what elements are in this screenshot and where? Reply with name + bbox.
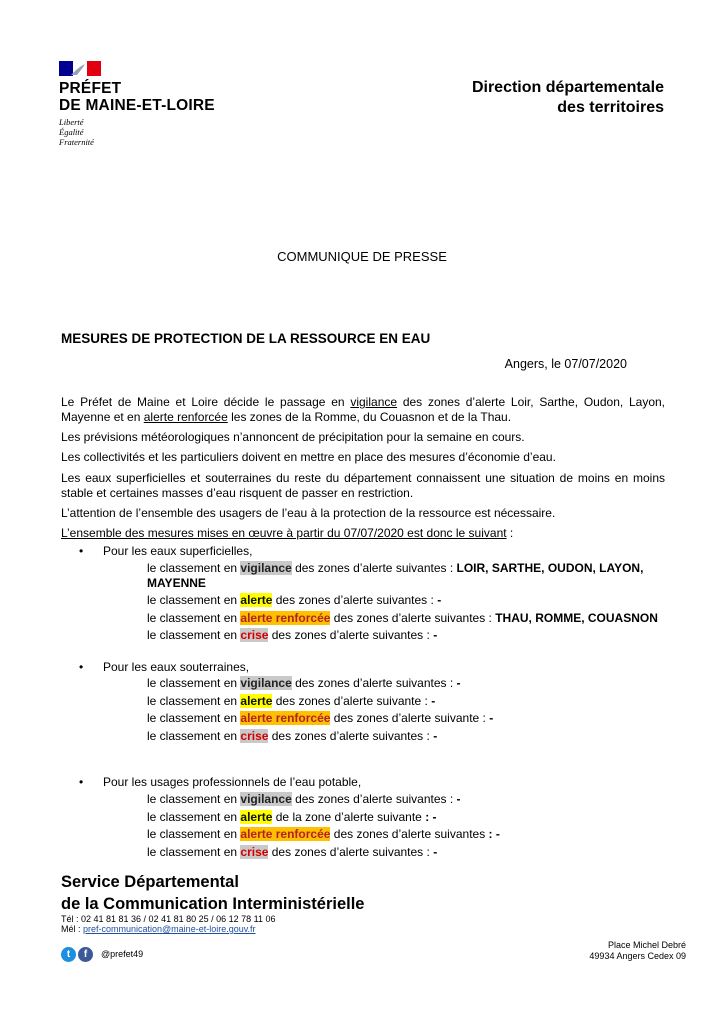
direction-title	[472, 78, 664, 118]
row-suffix: des zones d’alerte suivantes :	[268, 628, 434, 642]
address	[589, 940, 686, 962]
row-value: LOIR, SARTHE, OUDON, LAYON,	[456, 561, 644, 575]
row-prefix: le classement en	[147, 845, 241, 859]
level-alerte: alerte	[240, 810, 273, 824]
row-suffix: des zones d’alerte suivantes :	[291, 561, 457, 575]
row-value: -	[433, 845, 438, 859]
level-renforcee: alerte renforcée	[240, 827, 331, 841]
level-renforcee: alerte renforcée	[240, 611, 331, 625]
bullet: •	[79, 775, 84, 789]
mail-link[interactable]: pref-communication@maine-et-loire.gouv.fr	[83, 924, 256, 934]
row-suffix: des zones d’alerte suivantes :	[268, 729, 434, 743]
level-crise: crise	[240, 845, 269, 859]
row-suffix: des zones d’alerte suivantes :	[272, 593, 438, 607]
row-value: -	[456, 676, 461, 690]
row-prefix: le classement en	[147, 694, 241, 708]
row-value: -	[431, 694, 436, 708]
level-crise: crise	[240, 628, 269, 642]
intro-paragraph	[61, 395, 665, 425]
measure-row	[147, 792, 461, 807]
devise-egalite: Égalité	[59, 127, 84, 137]
section-label: Pour les eaux superficielles,	[103, 544, 253, 558]
prefet-logo-text	[59, 80, 215, 114]
row-prefix: le classement en	[147, 711, 241, 725]
devise	[59, 117, 94, 147]
measures-intro-colon: :	[506, 526, 514, 540]
paragraph: Les prévisions météorologiques n’annoncent de précipitation pour la semaine en cours.	[61, 430, 525, 444]
facebook-icon[interactable]: f	[78, 947, 93, 962]
paragraph: L’attention de l’ensemble des usagers de l’eau à la protection de la ressource est nécessaire.	[61, 506, 556, 520]
row-prefix: le classement en	[147, 810, 241, 824]
measure-row	[147, 561, 643, 591]
section-label: Pour les usages professionnels de l’eau potable,	[103, 775, 362, 789]
measures-intro-text: L’ensemble des mesures mises en œuvre à partir du 07/07/2020 est donc le suivant	[61, 526, 507, 540]
level-alerte: alerte	[240, 593, 273, 607]
paragraph: Les collectivités et les particuliers doivent en mettre en place des mesures d’économie d’eau.	[61, 450, 556, 464]
row-suffix: de la zone d’alerte suivante	[272, 810, 426, 824]
row-suffix: des zones d’alerte suivante :	[330, 711, 490, 725]
level-crise: crise	[240, 729, 269, 743]
row-suffix: des zones d’alerte suivante :	[272, 694, 432, 708]
row-prefix: le classement en	[147, 628, 241, 642]
contact-block	[61, 914, 276, 934]
direction-line1: Direction départementale	[471, 79, 664, 96]
row-prefix: le classement en	[147, 827, 241, 841]
row-value: : -	[488, 827, 500, 841]
level-renforcee: alerte renforcée	[240, 711, 331, 725]
row-suffix: des zones d’alerte suivantes :	[291, 792, 457, 806]
row-prefix: le classement en	[147, 676, 241, 690]
row-value: MAYENNE	[147, 576, 206, 590]
service-title	[61, 871, 365, 915]
row-prefix: le classement en	[147, 729, 241, 743]
address-line1: Place Michel Debré	[607, 940, 686, 950]
social-handle: @prefet49	[101, 949, 144, 959]
devise-fraternite: Fraternité	[59, 137, 94, 147]
intro-text: les zones de la Romme, du Couasnon et de la Thau.	[227, 410, 512, 424]
row-value: -	[489, 711, 494, 725]
level-alerte: alerte	[240, 694, 273, 708]
mail-line	[61, 924, 276, 934]
mail-label: Mél :	[61, 924, 84, 934]
logo-line2: DE MAINE-ET-LOIRE	[59, 97, 215, 114]
bullet: •	[79, 544, 84, 558]
row-prefix: le classement en	[147, 611, 241, 625]
address-line2: 49934 Angers Cedex 09	[589, 951, 686, 961]
measure-row	[147, 611, 658, 626]
social-links	[61, 946, 143, 962]
measure-row	[147, 593, 441, 608]
row-prefix: le classement en	[147, 561, 241, 575]
direction-line2: des territoires	[557, 99, 664, 116]
twitter-icon[interactable]: t	[61, 947, 76, 962]
level-vigilance: vigilance	[240, 561, 292, 575]
intro-text: des zones d’alerte Loir, Sarthe, Oudon, Layon, Mayenne et en	[61, 395, 666, 424]
measure-row	[147, 711, 493, 726]
row-value: -	[456, 792, 461, 806]
measure-row	[147, 810, 437, 825]
row-value: : -	[425, 810, 437, 824]
level-vigilance: vigilance	[240, 792, 292, 806]
measure-row	[147, 676, 461, 691]
row-suffix: des zones d’alerte suivantes :	[268, 845, 434, 859]
row-suffix: des zones d’alerte suivantes	[330, 827, 489, 841]
date-line: Angers, le 07/07/2020	[504, 357, 627, 371]
intro-vigilance: vigilance	[350, 395, 398, 409]
intro-renforcee: alerte renforcée	[143, 410, 228, 424]
measure-row	[147, 845, 437, 860]
row-value: -	[433, 628, 438, 642]
row-prefix: le classement en	[147, 792, 241, 806]
measure-row	[147, 694, 435, 709]
marianne-flag-logo	[59, 61, 101, 76]
communique-title: COMMUNIQUE DE PRESSE	[277, 249, 447, 264]
measure-row	[147, 827, 500, 842]
section-label: Pour les eaux souterraines,	[103, 660, 250, 674]
service-line1: Service Départemental	[61, 873, 239, 891]
intro-text: Le Préfet de Maine et Loire décide le passage en	[61, 395, 351, 409]
row-value: THAU, ROMME, COUASNON	[495, 611, 658, 625]
subject-heading: MESURES DE PROTECTION DE LA RESSOURCE EN EAU	[61, 331, 431, 346]
row-value: -	[433, 729, 438, 743]
paragraph: Les eaux superficielles et souterraines du reste du département connaissent une situation de moins en moins stable et certaines masses d’eau risquent de passer en restriction.	[61, 471, 665, 500]
bullet: •	[79, 660, 84, 674]
measure-row	[147, 729, 437, 744]
phone-line: Tél : 02 41 81 81 36 / 02 41 81 80 25 / 06 12 78 11 06	[61, 914, 276, 924]
row-suffix: des zones d’alerte suivantes :	[291, 676, 457, 690]
measure-row	[147, 628, 437, 643]
level-vigilance: vigilance	[240, 676, 292, 690]
row-prefix: le classement en	[147, 593, 241, 607]
measures-intro	[61, 526, 665, 541]
row-suffix: des zones d’alerte suivantes :	[330, 611, 496, 625]
service-line2: de la Communication Interministérielle	[61, 895, 365, 913]
logo-line1: PRÉFET	[59, 80, 122, 97]
devise-liberte: Liberté	[59, 117, 84, 127]
row-value: -	[437, 593, 442, 607]
